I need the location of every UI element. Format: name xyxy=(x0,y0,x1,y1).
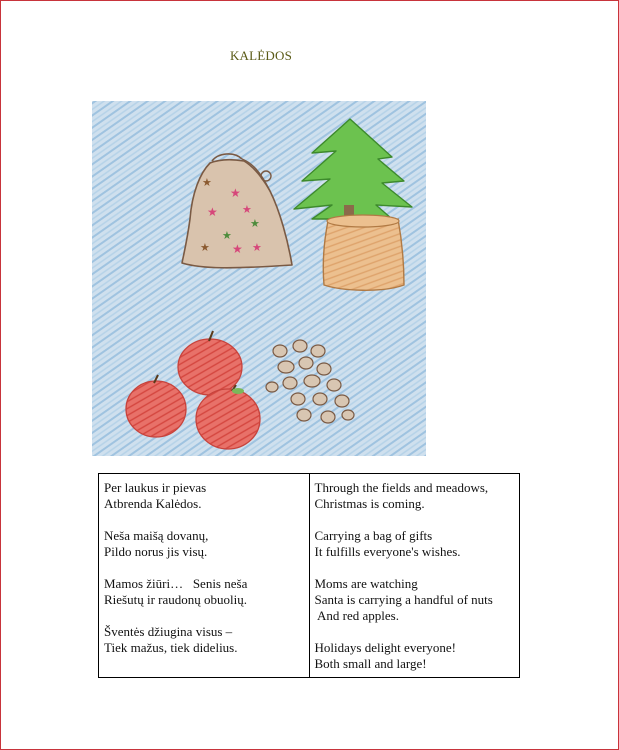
svg-text:★: ★ xyxy=(250,218,260,230)
poem-line: Santa is carrying a handful of nuts xyxy=(314,592,493,607)
childrens-drawing xyxy=(92,101,426,456)
poem-line: Pildo norus jis visų. xyxy=(104,544,208,559)
poem-line: Neša maišą dovanų, xyxy=(104,528,209,543)
poem-line: Per laukus ir pievas xyxy=(104,480,207,495)
lithuanian-column xyxy=(99,474,310,678)
poem-line: Tiek mažus, tiek didelius. xyxy=(104,640,238,655)
poem-table xyxy=(98,473,520,678)
svg-text:★: ★ xyxy=(252,242,262,254)
poem-line: It fulfills everyone's wishes. xyxy=(314,544,461,559)
poem-line: Carrying a bag of gifts xyxy=(314,528,433,543)
poem-line: Šventės džiugina visus – xyxy=(104,624,233,639)
svg-text:★: ★ xyxy=(200,242,210,254)
poem-line: Christmas is coming. xyxy=(314,496,425,511)
stanza xyxy=(104,624,304,656)
svg-text:★: ★ xyxy=(242,204,252,216)
svg-text:★: ★ xyxy=(222,230,232,242)
stanza xyxy=(315,576,515,624)
poem-line: Riešutų ir raudonų obuolių. xyxy=(104,592,247,607)
poem-line: Mamos žiūri… Senis neša xyxy=(104,576,248,591)
stanza xyxy=(104,528,304,560)
stanza xyxy=(315,480,515,512)
stanza xyxy=(104,480,304,512)
page-title: KALĖDOS xyxy=(229,48,293,63)
poem-line: Through the fields and meadows, xyxy=(314,480,489,495)
poem-line: Holidays delight everyone! xyxy=(314,640,457,655)
svg-text:★: ★ xyxy=(232,242,243,256)
svg-text:★: ★ xyxy=(202,177,212,189)
stanza xyxy=(104,576,304,608)
svg-text:★: ★ xyxy=(207,205,218,219)
poem-line: Atbrenda Kalėdos. xyxy=(104,496,202,511)
english-column xyxy=(309,474,520,678)
stanza xyxy=(315,640,515,672)
stanza xyxy=(315,528,515,560)
poem-line: Both small and large! xyxy=(314,656,427,671)
poem-line: Moms are watching xyxy=(314,576,418,591)
poem-line: And red apples. xyxy=(314,608,399,623)
svg-text:★: ★ xyxy=(230,186,241,200)
